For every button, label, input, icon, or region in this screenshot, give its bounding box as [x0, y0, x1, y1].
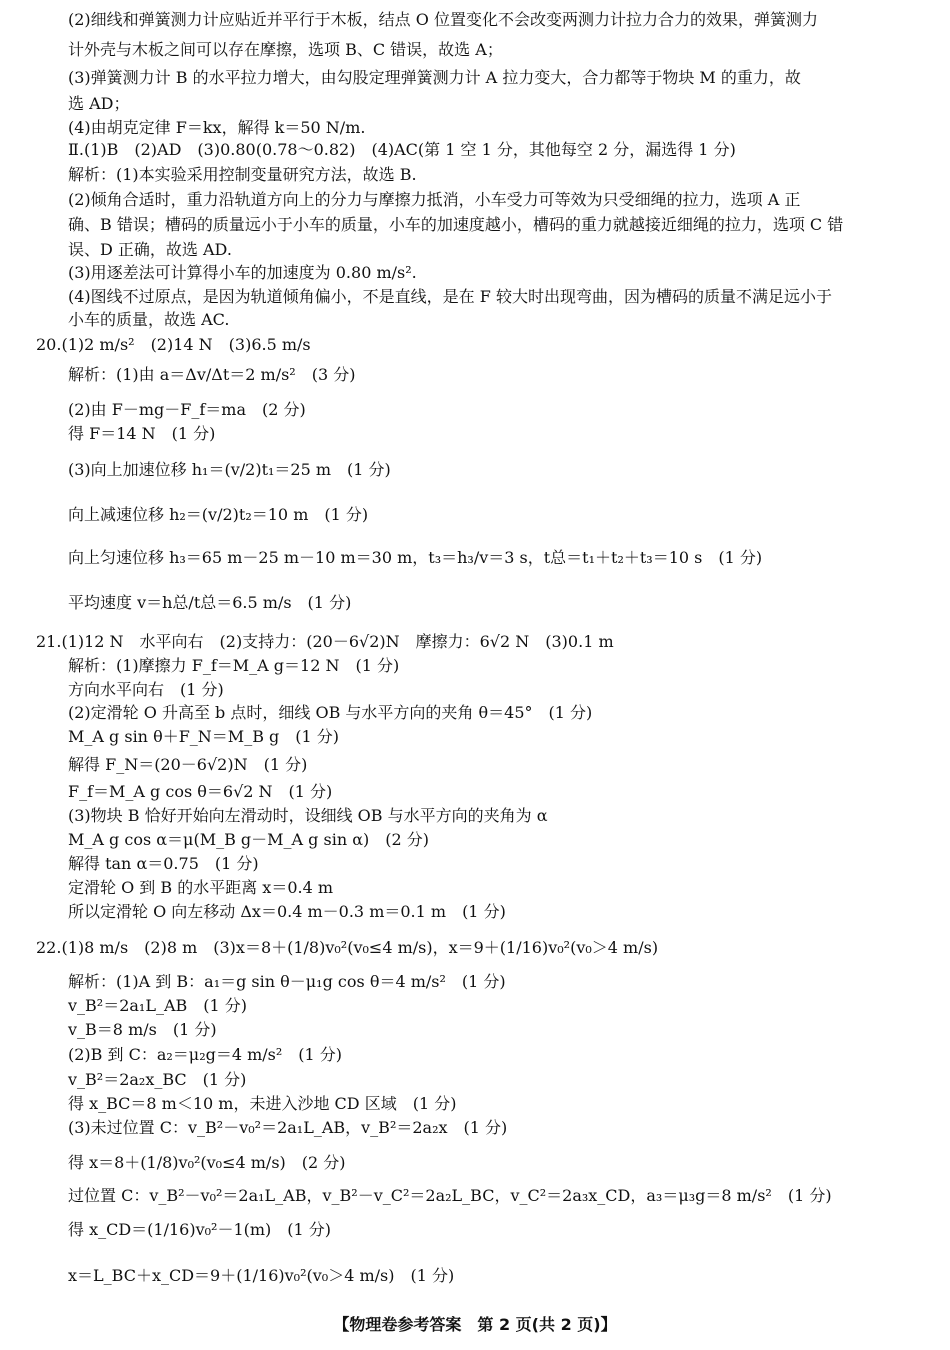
text-line: 确、B 错误；槽码的质量远小于小车的质量，小车的加速度越小，槽码的重力就越接近细绳的拉力，选项 C 错 [68, 215, 844, 234]
text-line: 得 x_BC＝8 m＜10 m，未进入沙地 CD 区域 (1 分) [68, 1094, 457, 1113]
text-line: 过位置 C：v_B²－v₀²＝2a₁L_AB，v_B²－v_C²＝2a₂L_BC，v_C²＝2a₃x_CD，a₃＝μ₃g＝8 m/s² (1 分) [68, 1186, 832, 1205]
text-line: (2)定滑轮 O 升高至 b 点时，细线 OB 与水平方向的夹角 θ＝45° (1 分) [68, 703, 593, 722]
text-line: (3)向上加速位移 h₁＝(v/2)t₁＝25 m (1 分) [68, 460, 391, 479]
text-line: 向上减速位移 h₂＝(v/2)t₂＝10 m (1 分) [68, 505, 369, 524]
text-line: (2)细线和弹簧测力计应贴近并平行于木板，结点 O 位置变化不会改变两测力计拉力合力的效果，弹簧测力 [68, 10, 818, 29]
text-line: 误、D 正确，故选 AD. [68, 240, 232, 259]
text-line: 选 AD； [68, 94, 130, 113]
text-line: 计外壳与木板之间可以存在摩擦，选项 B、C 错误，故选 A； [68, 40, 503, 59]
text-line: 22.(1)8 m/s (2)8 m (3)x＝8＋(1/8)v₀²(v₀≤4 m/s)，x＝9＋(1/16)v₀²(v₀＞4 m/s) [36, 938, 659, 957]
text-line: (2)由 F－mg－F_f＝ma (2 分) [68, 400, 306, 419]
text-line: (2)B 到 C：a₂＝μ₂g＝4 m/s² (1 分) [68, 1045, 343, 1064]
text-line: 平均速度 v＝h总/t总＝6.5 m/s (1 分) [68, 593, 352, 612]
text-line: 得 x＝8＋(1/8)v₀²(v₀≤4 m/s) (2 分) [68, 1153, 346, 1172]
text-line: Ⅱ.(1)B (2)AD (3)0.80(0.78～0.82) (4)AC(第 1 空 1 分，其他每空 2 分，漏选得 1 分) [68, 140, 736, 159]
text-line: (2)倾角合适时，重力沿轨道方向上的分力与摩擦力抵消，小车受力可等效为只受细绳的拉力，选项 A 正 [68, 190, 801, 209]
text-line: 解得 tan α＝0.75 (1 分) [68, 854, 259, 873]
text-line: 定滑轮 O 到 B 的水平距离 x＝0.4 m [68, 878, 334, 897]
text-line: v_B²＝2a₁L_AB (1 分) [68, 996, 248, 1015]
text-line: 解析：(1)由 a＝Δv/Δt＝2 m/s² (3 分) [68, 365, 356, 384]
text-line: M_A g sin θ＋F_N＝M_B g (1 分) [68, 727, 340, 746]
text-line: 解析：(1)A 到 B：a₁＝g sin θ－μ₁g cos θ＝4 m/s² (1 分) [68, 972, 506, 991]
text-line: (4)由胡克定律 F＝kx，解得 k＝50 N/m. [68, 118, 366, 137]
text-line: 20.(1)2 m/s² (2)14 N (3)6.5 m/s [36, 335, 311, 354]
text-line: v_B＝8 m/s (1 分) [68, 1020, 217, 1039]
text-line: M_A g cos α＝μ(M_B g－M_A g sin α) (2 分) [68, 830, 430, 849]
text-line: (4)图线不过原点，是因为轨道倾角偏小，不是直线，是在 F 较大时出现弯曲，因为槽码的质量不满足远小于 [68, 287, 832, 306]
text-line: 21.(1)12 N 水平向右 (2)支持力：(20－6√2)N 摩擦力：6√2 N (3)0.1 m [36, 632, 614, 651]
text-line: (3)物块 B 恰好开始向左滑动时，设细线 OB 与水平方向的夹角为 α [68, 806, 548, 825]
page-footer: 【物理卷参考答案 第 2 页(共 2 页)】 [333, 1315, 617, 1334]
text-line: (3)未过位置 C：v_B²－v₀²＝2a₁L_AB，v_B²＝2a₂x (1 分) [68, 1118, 508, 1137]
text-line: 所以定滑轮 O 向左移动 Δx＝0.4 m－0.3 m＝0.1 m (1 分) [68, 902, 506, 921]
text-line: (3)弹簧测力计 B 的水平拉力增大，由勾股定理弹簧测力计 A 拉力变大，合力都等于物块 M 的重力，故 [68, 68, 801, 87]
text-line: 解析：(1)摩擦力 F_f＝M_A g＝12 N (1 分) [68, 656, 400, 675]
text-line: 小车的质量，故选 AC. [68, 310, 230, 329]
text-line: 方向水平向右 (1 分) [68, 680, 224, 699]
text-line: 向上匀速位移 h₃＝65 m－25 m－10 m＝30 m，t₃＝h₃/v＝3 s，t总＝t₁＋t₂＋t₃＝10 s (1 分) [68, 548, 763, 567]
text-line: 得 F＝14 N (1 分) [68, 424, 216, 443]
text-line: 解析：(1)本实验采用控制变量研究方法，故选 B. [68, 165, 417, 184]
text-line: x＝L_BC＋x_CD＝9＋(1/16)v₀²(v₀＞4 m/s) (1 分) [68, 1266, 455, 1285]
text-line: 得 x_CD＝(1/16)v₀²－1(m) (1 分) [68, 1220, 332, 1239]
text-line: v_B²＝2a₂x_BC (1 分) [68, 1070, 247, 1089]
text-line: F_f＝M_A g cos θ＝6√2 N (1 分) [68, 782, 333, 801]
text-line: 解得 F_N＝(20－6√2)N (1 分) [68, 755, 308, 774]
text-line: (3)用逐差法可计算得小车的加速度为 0.80 m/s². [68, 263, 417, 282]
